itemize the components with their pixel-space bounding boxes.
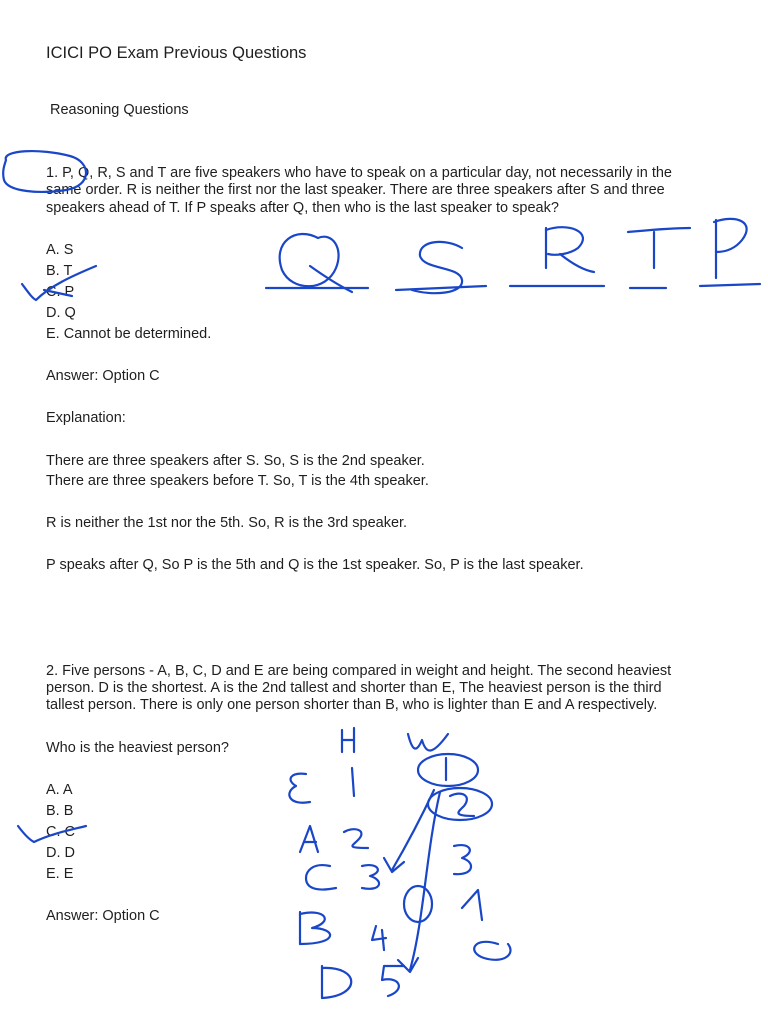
q2-height-rank-4 (372, 926, 386, 950)
q1-letter-p (714, 219, 747, 278)
q2-height-header-h (342, 728, 354, 752)
q2-height-c (306, 865, 336, 889)
q1-letter-r (546, 227, 594, 272)
q1-letter-t (628, 228, 690, 268)
q2-option-a: A. A (46, 782, 73, 798)
q2-weight-circle-3 (404, 886, 432, 922)
document-title: ICICI PO Exam Previous Questions (46, 44, 307, 62)
q1-text-line-3: speakers ahead of T. If P speaks after Q, then who is the last speaker to speak? (46, 200, 559, 216)
section-heading: Reasoning Questions (50, 102, 189, 118)
q2-height-d (322, 966, 351, 998)
q2-connector-line (410, 792, 440, 970)
q1-option-a: A. S (46, 242, 74, 258)
q2-height-a (300, 826, 318, 852)
q1-explanation-line-3: R is neither the 1st nor the 5th. So, R is the 3rd speaker. (46, 515, 408, 531)
q2-answer: Answer: Option C (46, 908, 160, 924)
q2-height-e (289, 774, 310, 803)
q2-height-rank-5 (382, 966, 404, 996)
q1-explanation-line-1: There are three speakers after S. So, S is the 2nd speaker. (46, 453, 425, 469)
q1-text-line-1: 1. P, Q, R, S and T are five speakers who have to speak on a particular day, not necessarily in the (46, 165, 672, 181)
q1-option-b: B. T (46, 263, 73, 279)
q2-weight-rank-2 (450, 794, 474, 816)
q2-weight-header-w (408, 734, 448, 751)
q2-text-line-3: tallest person. There is only one person shorter than B, who is lighter than E and A respectively. (46, 697, 658, 713)
q1-explanation-line-4: P speaks after Q, So P is the 5th and Q is the 1st speaker. So, P is the last speaker. (46, 557, 584, 573)
q2-weight-circle-1 (418, 754, 478, 786)
q2-weight-rank-5 (474, 942, 510, 960)
q1-option-d: D. Q (46, 305, 76, 321)
q2-arrow-head-3 (384, 858, 404, 872)
q2-option-d: D. D (46, 845, 75, 861)
q2-text-line-2: person. D is the shortest. A is the 2nd tallest and shorter than E, The heaviest person is the third (46, 680, 662, 696)
q1-underline-2 (396, 286, 486, 290)
q2-arrow-head-5 (398, 958, 418, 972)
q2-height-rank-1 (352, 768, 354, 796)
q2-height-rank-2 (344, 829, 368, 848)
q2-weight-rank-4 (462, 890, 482, 920)
q1-explanation-line-2: There are three speakers before T. So, T is the 4th speaker. (46, 473, 429, 489)
q1-letter-s (412, 242, 462, 293)
q2-weight-circle-2 (428, 788, 492, 820)
q1-explanation-label: Explanation: (46, 410, 126, 426)
q2-text-line-1: 2. Five persons - A, B, C, D and E are being compared in weight and height. The second heaviest (46, 663, 672, 679)
q1-underline-5 (700, 284, 760, 286)
q2-option-b: B. B (46, 803, 74, 819)
q2-height-rank-3 (362, 865, 379, 889)
q2-weight-rank-3 (454, 845, 471, 874)
q1-option-c: C. P (46, 284, 75, 300)
q1-answer: Answer: Option C (46, 368, 160, 384)
q2-height-b (300, 912, 330, 944)
q2-option-e: E. E (46, 866, 74, 882)
q1-letter-q (280, 234, 352, 292)
q1-option-e: E. Cannot be determined. (46, 326, 212, 342)
q2-arrow-to-rank-3 (392, 790, 434, 870)
q1-text-line-2: same order. R is neither the first nor the last speaker. There are three speakers after S and three (46, 182, 665, 198)
q2-option-c: C. C (46, 824, 75, 840)
q2-prompt: Who is the heaviest person? (46, 740, 229, 756)
